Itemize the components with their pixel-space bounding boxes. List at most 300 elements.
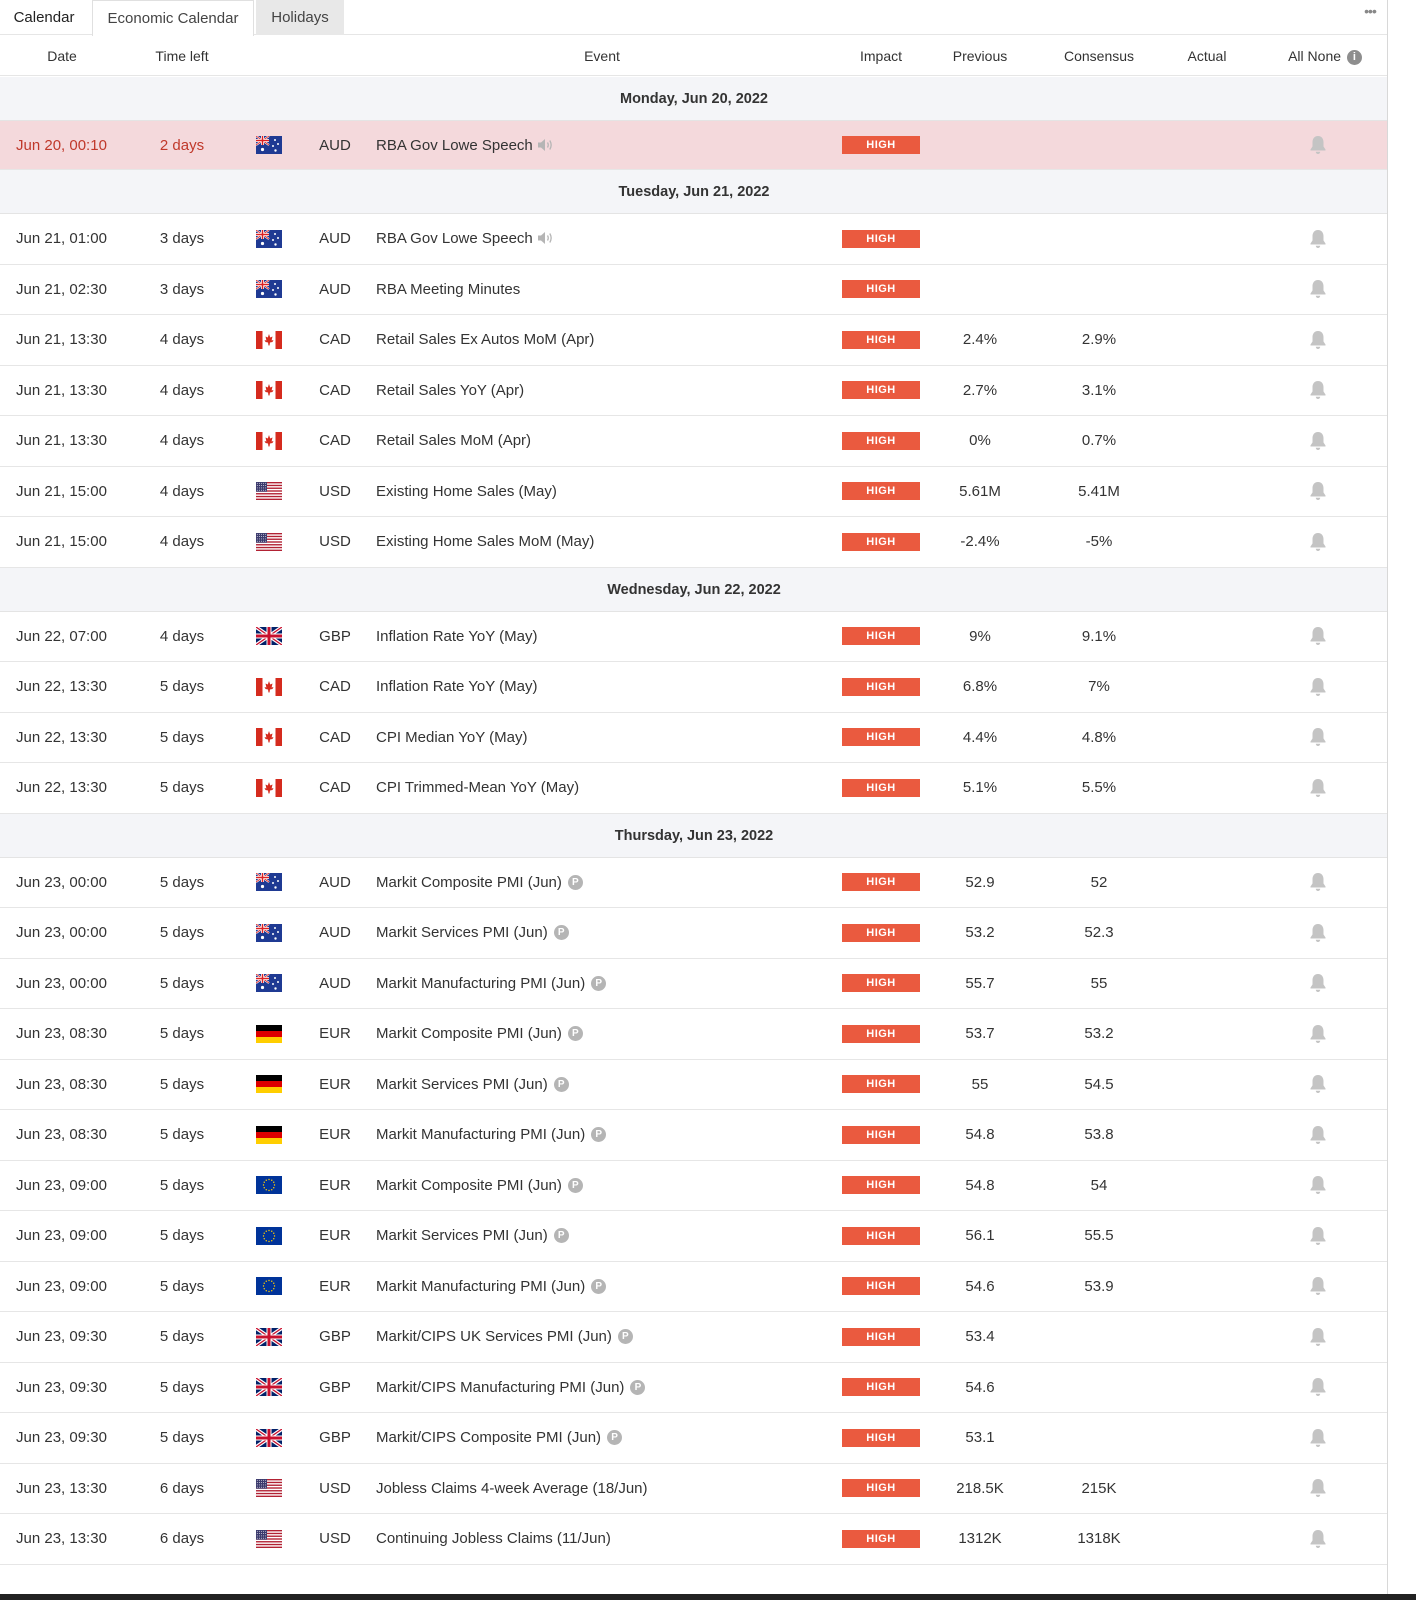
- bell-icon[interactable]: [1300, 265, 1336, 315]
- event-consensus: 5.41M: [1078, 482, 1120, 500]
- event-name-link[interactable]: Markit Manufacturing PMI (Jun): [376, 1277, 586, 1295]
- event-consensus: 53.2: [1084, 1025, 1114, 1043]
- event-row[interactable]: [0, 959, 1388, 1010]
- event-currency: EUR: [319, 1227, 351, 1245]
- select-all-link[interactable]: All: [1288, 48, 1304, 64]
- event-consensus: 54: [1090, 1176, 1108, 1194]
- event-time-left: 5 days: [159, 924, 205, 942]
- event-currency: EUR: [319, 1176, 351, 1194]
- impact-cell: [842, 1009, 920, 1059]
- event-name-link[interactable]: Markit Services PMI (Jun): [376, 1227, 548, 1245]
- event-previous: 54.8: [965, 1176, 995, 1194]
- event-date: Jun 21, 13:30: [16, 432, 107, 450]
- event-name-link[interactable]: Markit/CIPS UK Services PMI (Jun): [376, 1328, 612, 1346]
- more-options-icon[interactable]: •••: [1364, 3, 1376, 19]
- event-name-link[interactable]: Markit Manufacturing PMI (Jun): [376, 974, 586, 992]
- event-previous: 55.7: [965, 974, 995, 992]
- event-cell: [376, 1060, 836, 1110]
- impact-cell: [842, 908, 920, 958]
- event-name-link[interactable]: Markit/CIPS Manufacturing PMI (Jun): [376, 1378, 625, 1396]
- event-currency: AUD: [319, 280, 351, 298]
- event-time-left: 5 days: [159, 1176, 205, 1194]
- event-currency: CAD: [319, 779, 351, 797]
- event-actual: [1160, 858, 1254, 908]
- day-header: Thursday, Jun 23, 2022: [0, 814, 1388, 858]
- event-row[interactable]: [0, 121, 1388, 170]
- event-time-left: 5 days: [159, 1277, 205, 1295]
- impact-cell: [842, 467, 920, 517]
- impact-cell: [842, 1514, 920, 1564]
- event-time-left: 5 days: [159, 728, 205, 746]
- event-consensus: [1040, 1413, 1158, 1463]
- bell-icon[interactable]: [1300, 1312, 1336, 1362]
- event-date: Jun 23, 00:00: [16, 974, 107, 992]
- window-edge: [1388, 0, 1416, 1600]
- event-row[interactable]: [0, 763, 1388, 814]
- eu-flag-icon: [256, 1161, 282, 1211]
- event-currency: USD: [319, 1479, 351, 1497]
- tab-economic-calendar[interactable]: Economic Calendar: [92, 0, 254, 36]
- gb-flag-icon: [256, 1413, 282, 1463]
- event-name-link[interactable]: Existing Home Sales (May): [376, 482, 557, 500]
- impact-badge: HIGH: [842, 924, 920, 942]
- event-previous: 9%: [969, 627, 991, 645]
- tab-holidays[interactable]: Holidays: [256, 0, 344, 35]
- event-time-left: 5 days: [159, 1429, 205, 1447]
- impact-cell: [842, 265, 920, 315]
- event-date: Jun 23, 13:30: [16, 1530, 107, 1548]
- event-date: Jun 22, 07:00: [16, 627, 107, 645]
- event-previous: [930, 121, 1030, 169]
- event-date: Jun 21, 15:00: [16, 482, 107, 500]
- bell-icon[interactable]: [1300, 1363, 1336, 1413]
- event-name-link[interactable]: RBA Meeting Minutes: [376, 280, 521, 298]
- event-consensus: 55.5: [1084, 1227, 1114, 1245]
- impact-cell: [842, 1110, 920, 1160]
- event-date: Jun 22, 13:30: [16, 678, 107, 696]
- au-flag-icon: [256, 959, 282, 1009]
- event-time-left: 4 days: [159, 331, 205, 349]
- impact-cell: [842, 214, 920, 264]
- event-consensus: 55: [1090, 974, 1108, 992]
- bell-icon[interactable]: [1300, 366, 1336, 416]
- event-consensus: [1040, 121, 1158, 169]
- impact-cell: [842, 612, 920, 662]
- event-name-link[interactable]: Jobless Claims 4-week Average (18/Jun): [376, 1479, 648, 1497]
- event-previous: 0%: [969, 432, 991, 450]
- event-date: Jun 23, 09:30: [16, 1328, 107, 1346]
- event-cell: [376, 612, 836, 662]
- event-consensus: 0.7%: [1081, 432, 1117, 450]
- event-date: Jun 23, 09:00: [16, 1277, 107, 1295]
- impact-badge: HIGH: [842, 1176, 920, 1194]
- bell-icon[interactable]: [1300, 1009, 1336, 1059]
- event-cell: [376, 214, 836, 264]
- event-name-link[interactable]: Inflation Rate YoY (May): [376, 627, 538, 645]
- event-date: Jun 23, 08:30: [16, 1025, 107, 1043]
- event-cell: [376, 662, 836, 712]
- impact-badge: HIGH: [842, 331, 920, 349]
- event-time-left: 4 days: [159, 432, 205, 450]
- us-flag-icon: [256, 467, 282, 517]
- event-actual: [1160, 959, 1254, 1009]
- impact-cell: [842, 662, 920, 712]
- impact-cell: [842, 1312, 920, 1362]
- event-date: Jun 23, 00:00: [16, 924, 107, 942]
- impact-badge: HIGH: [842, 230, 920, 248]
- event-name-link[interactable]: Markit Composite PMI (Jun): [376, 1176, 562, 1194]
- impact-badge: HIGH: [842, 873, 920, 891]
- event-time-left: 5 days: [159, 1227, 205, 1245]
- column-header-impact[interactable]: Impact: [859, 48, 902, 64]
- event-currency: GBP: [319, 1378, 351, 1396]
- eu-flag-icon: [256, 1211, 282, 1261]
- event-currency: EUR: [319, 1126, 351, 1144]
- preliminary-icon: P: [568, 1178, 583, 1193]
- event-time-left: 6 days: [159, 1479, 205, 1497]
- event-actual: [1160, 1211, 1254, 1261]
- ca-flag-icon: [256, 713, 282, 763]
- event-row[interactable]: [0, 713, 1388, 764]
- event-date: Jun 23, 09:30: [16, 1378, 107, 1396]
- event-time-left: 6 days: [159, 1530, 205, 1548]
- event-currency: AUD: [319, 974, 351, 992]
- impact-badge: HIGH: [842, 1378, 920, 1396]
- event-date: Jun 21, 15:00: [16, 533, 107, 551]
- bell-icon[interactable]: [1300, 467, 1336, 517]
- speech-icon: [533, 230, 555, 247]
- event-row[interactable]: [0, 1514, 1388, 1565]
- day-header: Wednesday, Jun 22, 2022: [0, 568, 1388, 612]
- event-name-link[interactable]: Continuing Jobless Claims (11/Jun): [376, 1530, 611, 1548]
- event-currency: EUR: [319, 1075, 351, 1093]
- preliminary-icon: P: [568, 875, 583, 890]
- event-time-left: 4 days: [159, 533, 205, 551]
- event-name-link[interactable]: CPI Trimmed-Mean YoY (May): [376, 779, 580, 797]
- event-cell: [376, 315, 836, 365]
- impact-cell: [842, 1363, 920, 1413]
- event-actual: [1160, 366, 1254, 416]
- event-row[interactable]: [0, 1211, 1388, 1262]
- event-cell: [376, 1009, 836, 1059]
- event-cell: [376, 366, 836, 416]
- event-time-left: 5 days: [159, 1378, 205, 1396]
- all-none-toggle: [1270, 36, 1380, 76]
- event-previous: 55: [971, 1075, 989, 1093]
- impact-cell: [842, 121, 920, 169]
- event-date: Jun 23, 09:00: [16, 1227, 107, 1245]
- impact-cell: [842, 517, 920, 567]
- event-row[interactable]: [0, 1060, 1388, 1111]
- event-currency: USD: [319, 533, 351, 551]
- impact-cell: [842, 1060, 920, 1110]
- event-cell: [376, 1161, 836, 1211]
- column-header-time-left[interactable]: Time left: [155, 48, 209, 64]
- event-cell: [376, 1413, 836, 1463]
- event-row[interactable]: [0, 858, 1388, 909]
- bell-icon[interactable]: [1300, 416, 1336, 466]
- event-date: Jun 23, 09:00: [16, 1176, 107, 1194]
- event-row[interactable]: [0, 1464, 1388, 1515]
- event-date: Jun 21, 01:00: [16, 230, 107, 248]
- impact-cell: [842, 366, 920, 416]
- event-actual: [1160, 315, 1254, 365]
- event-cell: [376, 517, 836, 567]
- event-time-left: 5 days: [159, 779, 205, 797]
- event-previous: 1312K: [958, 1530, 1002, 1548]
- impact-badge: HIGH: [842, 280, 920, 298]
- bell-icon[interactable]: [1300, 1161, 1336, 1211]
- event-name-link[interactable]: Retail Sales MoM (Apr): [376, 432, 532, 450]
- event-time-left: 3 days: [159, 230, 205, 248]
- event-row[interactable]: [0, 214, 1388, 265]
- bell-icon[interactable]: [1300, 908, 1336, 958]
- bell-icon[interactable]: [1300, 1514, 1336, 1564]
- bell-icon[interactable]: [1300, 858, 1336, 908]
- event-row[interactable]: [0, 1110, 1388, 1161]
- impact-badge: HIGH: [842, 381, 920, 399]
- bell-icon[interactable]: [1300, 763, 1336, 813]
- event-cell: [376, 416, 836, 466]
- event-previous: 54.6: [965, 1277, 995, 1295]
- impact-badge: HIGH: [842, 1126, 920, 1144]
- bell-icon[interactable]: [1300, 1413, 1336, 1463]
- impact-badge: HIGH: [842, 1025, 920, 1043]
- bell-icon[interactable]: [1300, 1211, 1336, 1261]
- event-previous: 52.9: [965, 873, 995, 891]
- bell-icon[interactable]: [1300, 713, 1336, 763]
- au-flag-icon: [256, 858, 282, 908]
- impact-badge: HIGH: [842, 1479, 920, 1497]
- event-time-left: 4 days: [159, 482, 205, 500]
- event-consensus: 215K: [1081, 1479, 1117, 1497]
- event-previous: 53.1: [965, 1429, 995, 1447]
- ca-flag-icon: [256, 366, 282, 416]
- event-name-link[interactable]: Markit Services PMI (Jun): [376, 1075, 548, 1093]
- event-name-link[interactable]: Retail Sales Ex Autos MoM (Apr): [376, 331, 595, 349]
- event-previous: 2.4%: [962, 331, 998, 349]
- event-consensus: 3.1%: [1081, 381, 1117, 399]
- event-row[interactable]: [0, 1413, 1388, 1464]
- bell-icon[interactable]: [1300, 1060, 1336, 1110]
- event-consensus: 52.3: [1084, 924, 1114, 942]
- column-header-previous: Previous: [952, 48, 1008, 64]
- event-previous: -2.4%: [960, 533, 1000, 551]
- event-consensus: 7%: [1088, 678, 1110, 696]
- event-consensus: 9.1%: [1081, 627, 1117, 645]
- event-name-link[interactable]: Retail Sales YoY (Apr): [376, 381, 525, 399]
- event-currency: GBP: [319, 1328, 351, 1346]
- event-row[interactable]: [0, 662, 1388, 713]
- bell-icon[interactable]: [1300, 1464, 1336, 1514]
- event-actual: [1160, 214, 1254, 264]
- tab-calendar[interactable]: Calendar: [13, 9, 75, 26]
- event-row[interactable]: [0, 1262, 1388, 1313]
- event-currency: AUD: [319, 873, 351, 891]
- event-consensus: 4.8%: [1081, 728, 1117, 746]
- impact-badge: HIGH: [842, 1227, 920, 1245]
- info-icon[interactable]: i: [1347, 50, 1362, 65]
- event-time-left: 5 days: [159, 678, 205, 696]
- event-time-left: 3 days: [159, 280, 205, 298]
- event-row[interactable]: [0, 366, 1388, 417]
- impact-badge: HIGH: [842, 1530, 920, 1548]
- bell-icon[interactable]: [1300, 517, 1336, 567]
- de-flag-icon: [256, 1110, 282, 1160]
- event-actual: [1160, 763, 1254, 813]
- preliminary-icon: P: [591, 1279, 606, 1294]
- impact-badge: HIGH: [842, 1328, 920, 1346]
- event-cell: [376, 1514, 836, 1564]
- event-row[interactable]: [0, 416, 1388, 467]
- event-row[interactable]: [0, 315, 1388, 366]
- bell-icon[interactable]: [1300, 121, 1336, 169]
- impact-badge: HIGH: [842, 1277, 920, 1295]
- event-previous: 53.4: [965, 1328, 995, 1346]
- event-name-link[interactable]: Markit Services PMI (Jun): [376, 924, 548, 942]
- event-row[interactable]: [0, 265, 1388, 316]
- ca-flag-icon: [256, 662, 282, 712]
- column-header-event[interactable]: Event: [584, 48, 620, 64]
- event-time-left: 5 days: [159, 974, 205, 992]
- bell-icon[interactable]: [1300, 214, 1336, 264]
- bell-icon[interactable]: [1300, 959, 1336, 1009]
- event-date: Jun 22, 13:30: [16, 779, 107, 797]
- table-header: [0, 36, 1388, 76]
- event-actual: [1160, 1464, 1254, 1514]
- event-actual: [1160, 1161, 1254, 1211]
- event-currency: EUR: [319, 1277, 351, 1295]
- impact-badge: HIGH: [842, 779, 920, 797]
- event-row[interactable]: [0, 908, 1388, 959]
- impact-cell: [842, 1464, 920, 1514]
- event-actual: [1160, 467, 1254, 517]
- event-time-left: 5 days: [159, 1075, 205, 1093]
- gb-flag-icon: [256, 612, 282, 662]
- event-name-link[interactable]: Markit Composite PMI (Jun): [376, 1025, 562, 1043]
- event-cell: [376, 1464, 836, 1514]
- column-header-date[interactable]: Date: [47, 48, 77, 64]
- bell-icon[interactable]: [1300, 1110, 1336, 1160]
- preliminary-icon: P: [618, 1329, 633, 1344]
- event-cell: [376, 959, 836, 1009]
- eu-flag-icon: [256, 1262, 282, 1312]
- event-date: Jun 21, 02:30: [16, 280, 107, 298]
- event-cell: [376, 121, 836, 169]
- impact-cell: [842, 959, 920, 1009]
- us-flag-icon: [256, 517, 282, 567]
- gb-flag-icon: [256, 1363, 282, 1413]
- event-cell: [376, 265, 836, 315]
- event-previous: 6.8%: [962, 678, 998, 696]
- event-currency: CAD: [319, 331, 351, 349]
- event-cell: [376, 1363, 836, 1413]
- event-currency: AUD: [319, 230, 351, 248]
- event-name-link[interactable]: Markit Composite PMI (Jun): [376, 873, 562, 891]
- event-name-link[interactable]: Inflation Rate YoY (May): [376, 678, 538, 696]
- impact-cell: [842, 763, 920, 813]
- ca-flag-icon: [256, 315, 282, 365]
- impact-cell: [842, 713, 920, 763]
- event-previous: 54.8: [965, 1126, 995, 1144]
- event-cell: [376, 713, 836, 763]
- event-currency: CAD: [319, 381, 351, 399]
- event-name-link[interactable]: Markit/CIPS Composite PMI (Jun): [376, 1429, 602, 1447]
- impact-badge: HIGH: [842, 533, 920, 551]
- event-row[interactable]: [0, 1312, 1388, 1363]
- impact-cell: [842, 416, 920, 466]
- impact-badge: HIGH: [842, 974, 920, 992]
- event-name-link[interactable]: RBA Gov Lowe Speech: [376, 230, 533, 248]
- event-row[interactable]: [0, 1363, 1388, 1414]
- event-row[interactable]: [0, 467, 1388, 518]
- event-time-left: 4 days: [159, 627, 205, 645]
- speech-icon: [533, 137, 555, 154]
- event-cell: [376, 1262, 836, 1312]
- de-flag-icon: [256, 1009, 282, 1059]
- event-currency: CAD: [319, 432, 351, 450]
- event-consensus: 54.5: [1084, 1075, 1114, 1093]
- preliminary-icon: P: [554, 925, 569, 940]
- event-name-link[interactable]: CPI Median YoY (May): [376, 728, 528, 746]
- event-consensus: 1318K: [1077, 1530, 1121, 1548]
- select-none-link[interactable]: None: [1307, 48, 1342, 64]
- impact-cell: [842, 1161, 920, 1211]
- event-row[interactable]: [0, 517, 1388, 568]
- bell-icon[interactable]: [1300, 612, 1336, 662]
- event-previous: 53.7: [965, 1025, 995, 1043]
- preliminary-icon: P: [607, 1430, 622, 1445]
- event-time-left: 5 days: [159, 873, 205, 891]
- event-cell: [376, 908, 836, 958]
- event-actual: [1160, 908, 1254, 958]
- event-actual: [1160, 416, 1254, 466]
- event-name-link[interactable]: Existing Home Sales MoM (May): [376, 533, 595, 551]
- event-row[interactable]: [0, 612, 1388, 663]
- event-consensus: [1040, 1363, 1158, 1413]
- event-previous: 4.4%: [962, 728, 998, 746]
- event-name-link[interactable]: Markit Manufacturing PMI (Jun): [376, 1126, 586, 1144]
- event-time-left: 4 days: [159, 381, 205, 399]
- bell-icon[interactable]: [1300, 315, 1336, 365]
- event-previous: 2.7%: [962, 381, 998, 399]
- au-flag-icon: [256, 265, 282, 315]
- event-actual: [1160, 1110, 1254, 1160]
- event-date: Jun 23, 08:30: [16, 1126, 107, 1144]
- event-currency: AUD: [319, 136, 351, 154]
- event-date: Jun 21, 13:30: [16, 381, 107, 399]
- event-cell: [376, 858, 836, 908]
- event-date: Jun 22, 13:30: [16, 728, 107, 746]
- event-row[interactable]: [0, 1161, 1388, 1212]
- event-name-link[interactable]: RBA Gov Lowe Speech: [376, 136, 533, 154]
- event-actual: [1160, 1363, 1254, 1413]
- event-time-left: 2 days: [159, 136, 205, 154]
- event-cell: [376, 1110, 836, 1160]
- ca-flag-icon: [256, 416, 282, 466]
- event-actual: [1160, 1060, 1254, 1110]
- impact-badge: HIGH: [842, 482, 920, 500]
- event-currency: CAD: [319, 678, 351, 696]
- bell-icon[interactable]: [1300, 662, 1336, 712]
- bell-icon[interactable]: [1300, 1262, 1336, 1312]
- event-previous: [930, 214, 1030, 264]
- event-consensus: [1040, 265, 1158, 315]
- event-actual: [1160, 121, 1254, 169]
- event-row[interactable]: [0, 1009, 1388, 1060]
- impact-badge: HIGH: [842, 678, 920, 696]
- event-currency: CAD: [319, 728, 351, 746]
